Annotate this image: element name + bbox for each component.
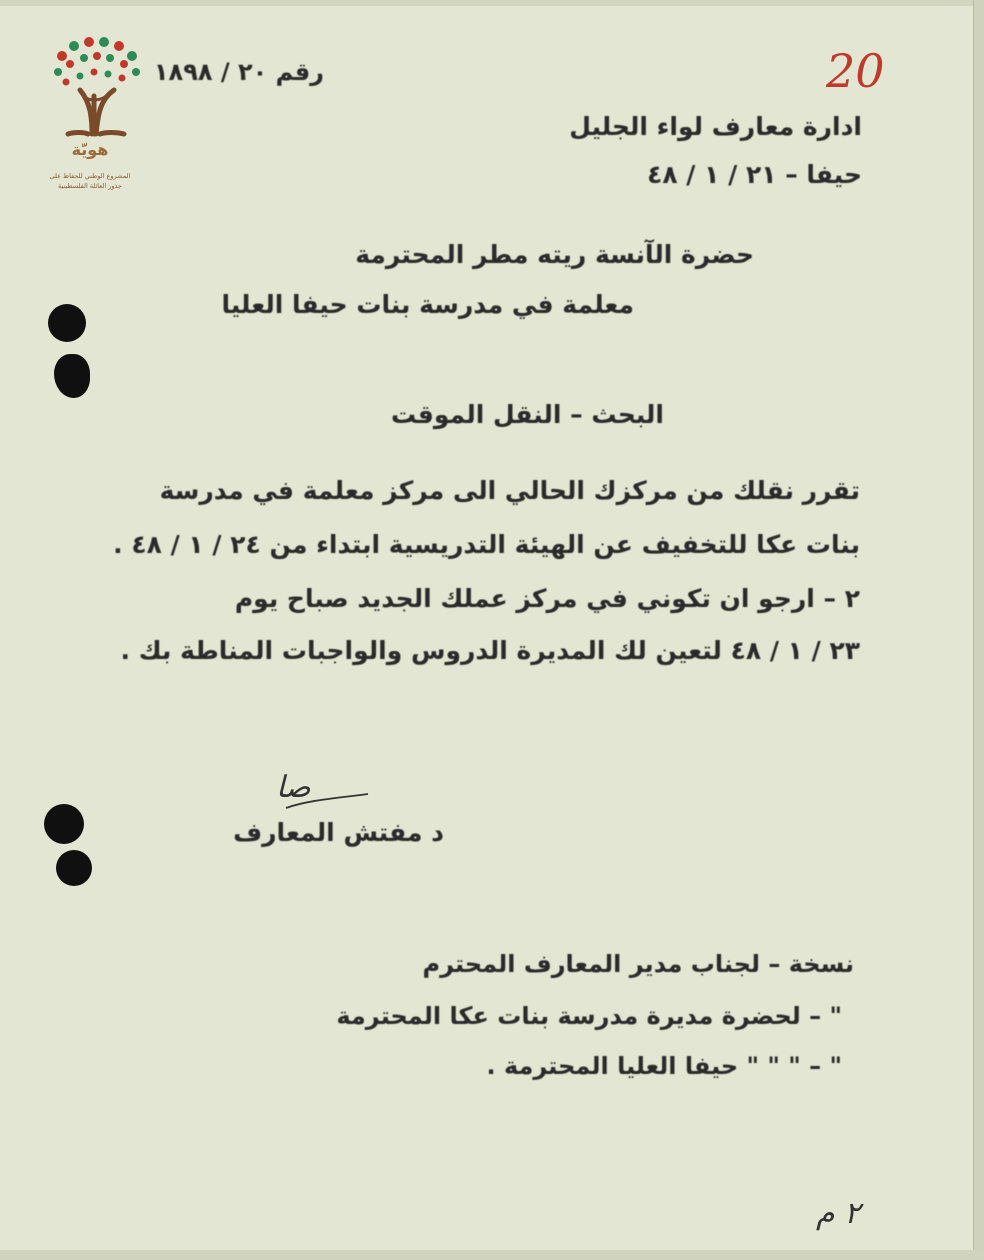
scan-edge-right [973, 0, 984, 1260]
punch-hole-2 [54, 354, 90, 398]
punch-hole-3 [44, 804, 84, 844]
signature-stroke [278, 778, 398, 818]
body-line-3: ٢ – ارجو ان تكوني في مركز عملك الجديد صباح يوم [234, 584, 860, 613]
scan-edge-top [0, 0, 984, 6]
place-and-date: حيفا – ٢١ / ١ / ٤٨ [647, 160, 862, 189]
subject-line: البحث – النقل الموقت [391, 400, 664, 429]
copy-line-2: " – لحضرة مديرة مدرسة بنات عكا المحترمة [336, 1002, 842, 1030]
signature-title: د مفتش المعارف [233, 818, 444, 847]
body-line-1: تقرر نقلك من مركزك الحالي الى مركز معلمة في مدرسة [159, 476, 860, 505]
footer-mark: ٢ م [816, 1196, 861, 1231]
scan-edge-bottom [0, 1250, 984, 1260]
reference-number: رقم ٢٠ / ١٨٩٨ [153, 58, 324, 86]
copy-line-1: نسخة – لجناب مدير المعارف المحترم [422, 950, 854, 978]
department-name: ادارة معارف لواء الجليل [569, 112, 862, 141]
page-number: 20 [826, 44, 885, 98]
logo-tagline-2: جذور العائلة الفلسطينية [58, 182, 122, 190]
hawiyya-logo [44, 36, 154, 196]
punch-hole-4 [56, 850, 92, 886]
body-line-4: ٢٣ / ١ / ٤٨ لتعين لك المديرة الدروس والواجبات المناطة بك . [120, 636, 860, 665]
signature-handwriting: صا [276, 770, 311, 805]
logo-tagline-1: المشروع الوطني للحفاظ على [49, 172, 131, 180]
addressee-line-2: معلمة في مدرسة بنات حيفا العليا [221, 290, 634, 319]
logo-name: هويّة [71, 140, 109, 159]
punch-hole-1 [48, 304, 86, 342]
addressee-line-1: حضرة الآنسة ريته مطر المحترمة [355, 240, 754, 269]
body-line-2: بنات عكا للتخفيف عن الهيئة التدريسية ابتداء من ٢٤ / ١ / ٤٨ . [113, 530, 860, 559]
family-tree-icon [44, 36, 154, 146]
copy-line-3: " – " " " حيفا العليا المحترمة . [486, 1052, 842, 1080]
